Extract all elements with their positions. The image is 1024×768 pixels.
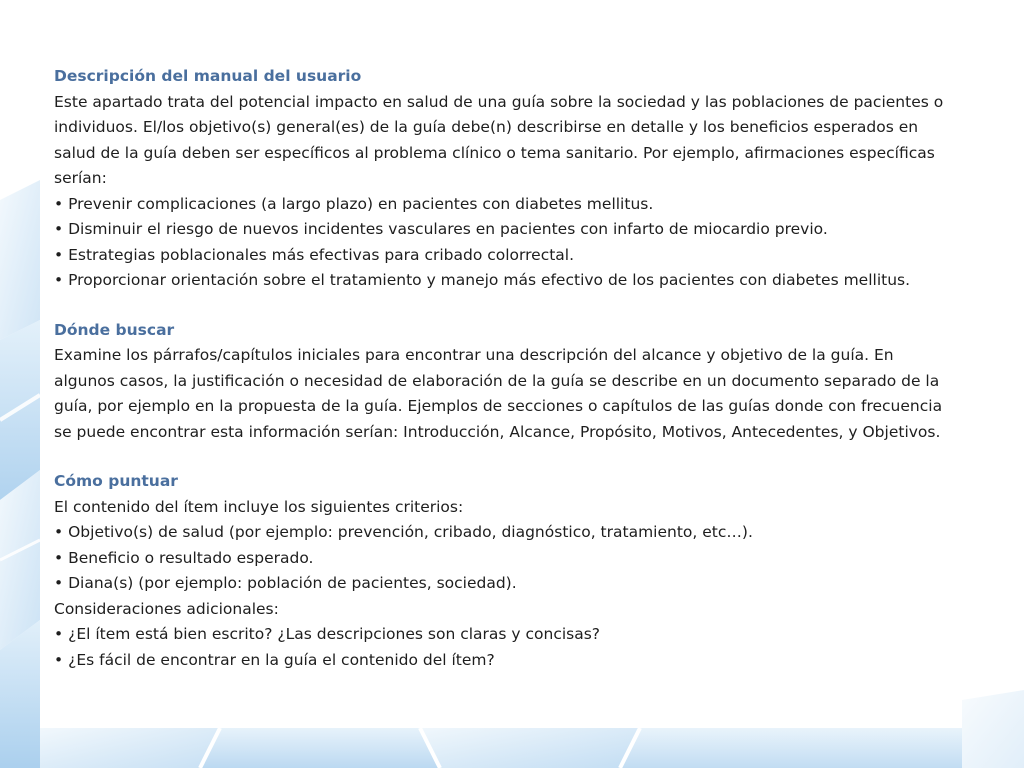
document-panel <box>40 48 962 728</box>
section-paragraph: Este apartado trata del potencial impacto en salud de una guía sobre la sociedad y las poblaciones de pacientes o individuos. El/los objetivo(s) general(es) de la guía debe(n) describirse en detalle y los beneficios esperados en salud de la guía deben ser específicos al problema clínico o tema sanitario. Por ejemplo, afirmaciones específicas serían: <box>54 92 944 187</box>
list-item: • Prevenir complicaciones (a largo plazo) en pacientes con diabetes mellitus. <box>54 194 654 213</box>
list-item: • Proporcionar orientación sobre el tratamiento y manejo más efectivo de los pacientes con diabetes mellitus. <box>54 271 911 289</box>
list-item: • ¿El ítem está bien escrito? ¿Las descripciones son claras y concisas? <box>54 625 601 643</box>
list-item: • Objetivo(s) de salud (por ejemplo: prevención, cribado, diagnóstico, tratamiento, etc…). <box>54 523 753 541</box>
bullet-list <box>54 622 948 673</box>
section-como-puntuar <box>54 469 948 673</box>
bullet-icon: • <box>54 548 64 567</box>
list-item: • Beneficio o resultado esperado. <box>54 548 314 567</box>
section-heading: Cómo puntuar <box>54 472 178 490</box>
list-item: • Diana(s) (por ejemplo: población de pacientes, sociedad). <box>54 574 517 592</box>
bullet-icon: • <box>54 625 64 643</box>
bullet-icon: • <box>54 194 64 213</box>
section-donde-buscar <box>54 318 948 446</box>
section-heading: Descripción del manual del usuario <box>54 67 362 85</box>
bullet-icon: • <box>54 271 64 289</box>
list-item: • ¿Es fácil de encontrar en la guía el contenido del ítem? <box>54 650 495 669</box>
bullet-list <box>54 192 948 294</box>
bullet-icon: • <box>54 650 64 669</box>
section-descripcion <box>54 64 948 294</box>
section-heading: Dónde buscar <box>54 320 175 339</box>
bullet-icon: • <box>54 523 64 541</box>
section-paragraph: Examine los párrafos/capítulos iniciales para encontrar una descripción del alcance y objetivo de la guía. En algunos casos, la justificación o necesidad de elaboración de la guía se describe en un documento separado de la guía, por ejemplo en la propuesta de la guía. Ejemplos de secciones o capítulos de las guías donde con frecuencia se puede encontrar esta información serían: Introducción, Alcance, Propósito, Motivos, Antecedentes, y Objetivos. <box>54 346 943 441</box>
subheading-consideraciones: Consideraciones adicionales: <box>54 599 279 618</box>
bullet-icon: • <box>54 574 64 592</box>
section-paragraph: El contenido del ítem incluye los siguientes criterios: <box>54 497 464 516</box>
bullet-list <box>54 520 948 597</box>
bullet-icon: • <box>54 245 64 264</box>
list-item: • Estrategias poblacionales más efectivas para cribado colorrectal. <box>54 245 575 264</box>
list-item: • Disminuir el riesgo de nuevos incidentes vasculares en pacientes con infarto de miocardio previo. <box>54 220 828 238</box>
bullet-icon: • <box>54 220 64 238</box>
